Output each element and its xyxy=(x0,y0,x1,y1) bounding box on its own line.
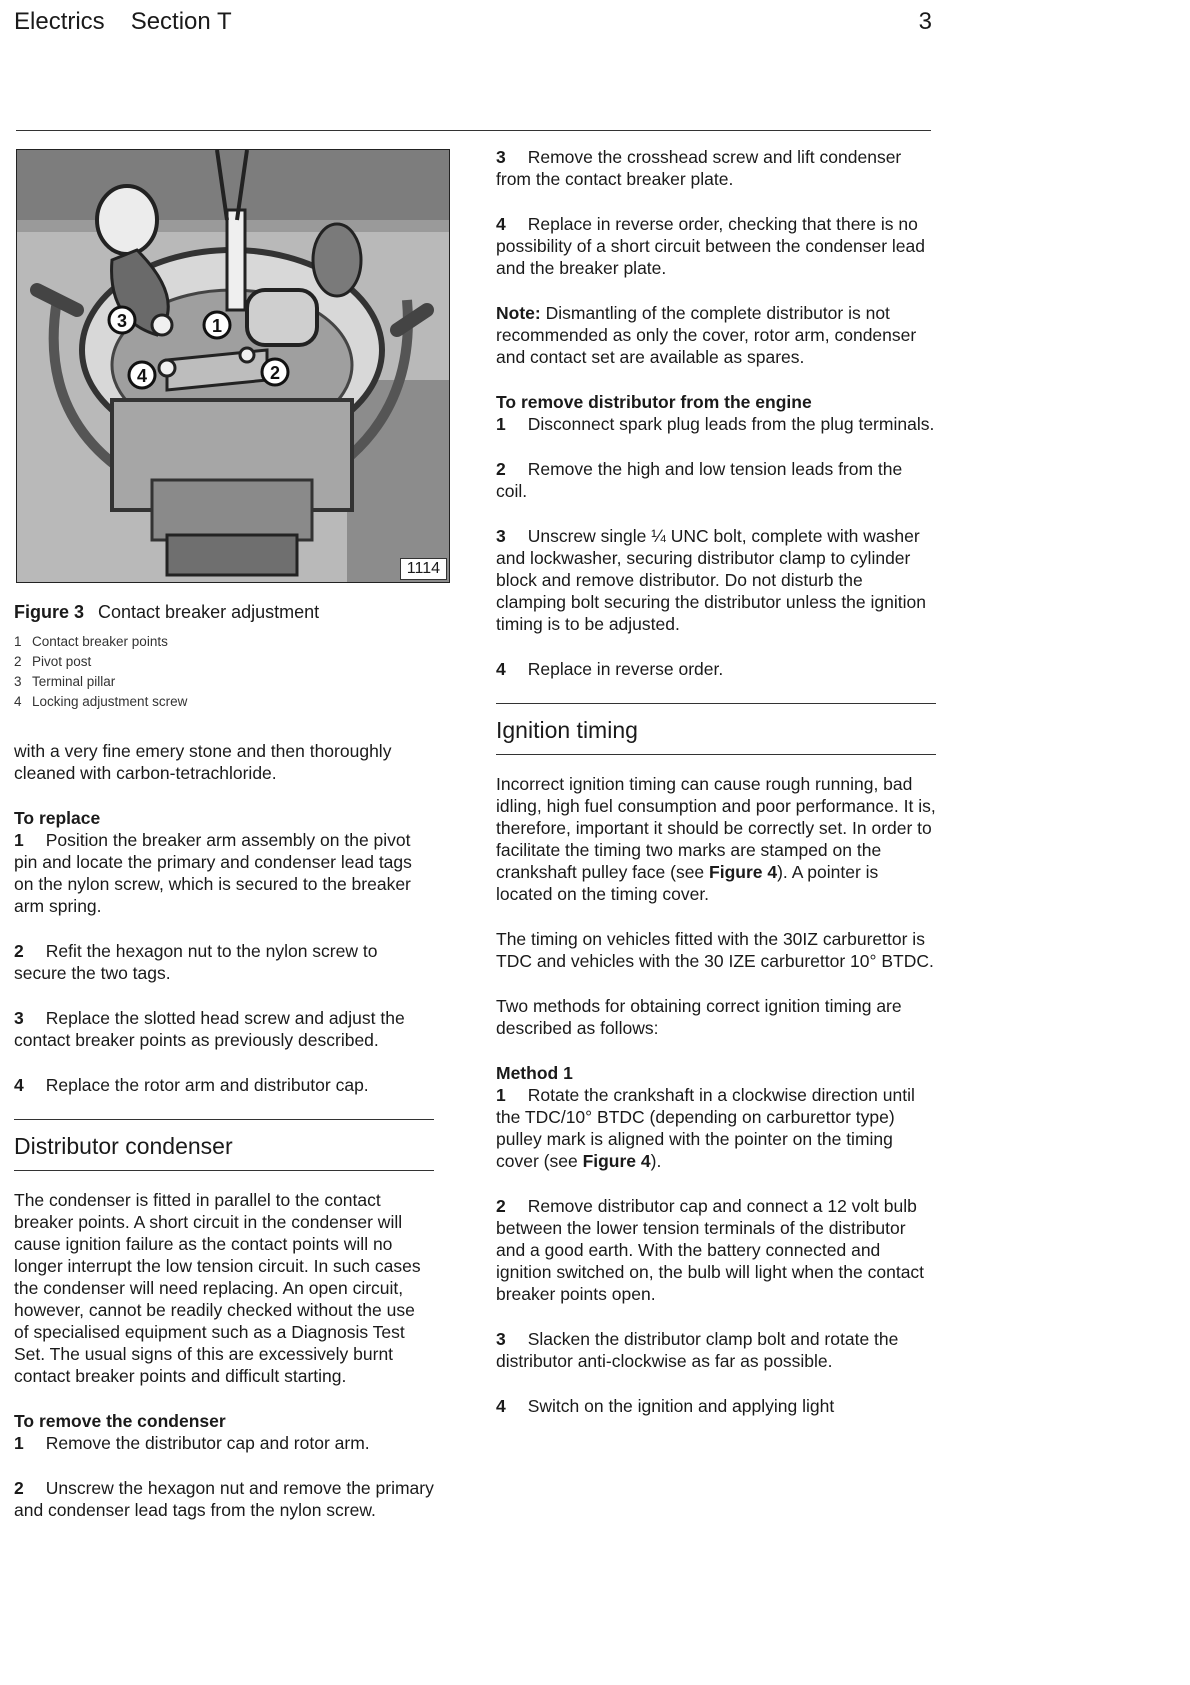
figure-id-label: 1114 xyxy=(400,558,447,580)
step-paragraph: 4 Replace the rotor arm and distributor cap. xyxy=(14,1075,369,1095)
header-rule xyxy=(16,130,931,131)
step-paragraph: 1 Disconnect spark plug leads from the plug terminals. xyxy=(496,414,935,434)
step-paragraph: 3 Slacken the distributor clamp bolt and rotate the distributor anti-clockwise as far as possible. xyxy=(496,1329,899,1371)
legend-item: 1 Contact breaker points xyxy=(14,634,168,649)
step-paragraph: 2 Unscrew the hexagon nut and remove the primary and condenser lead tags from the nylon screw. xyxy=(14,1478,434,1520)
step-paragraph: 2 Remove the high and low tension leads from the coil. xyxy=(496,459,903,501)
step-paragraph: 1 Position the breaker arm assembly on the pivot pin and locate the primary and condenser lead tags on the nylon screw, which is secured to the breaker arm spring. xyxy=(14,830,412,916)
step-paragraph: 4 Switch on the ignition and applying light xyxy=(496,1396,835,1416)
remove-distributor-heading: To remove distributor from the engine xyxy=(496,392,812,412)
legend-item: 3 Terminal pillar xyxy=(14,674,116,689)
step-paragraph: 1 Rotate the crankshaft in a clockwise direction until the TDC/10° BTDC (depending on carburettor type) pulley mark is aligned with the pointer on the timing cover (see Figure 4). xyxy=(496,1085,915,1171)
running-head xyxy=(14,8,232,36)
ignition-paragraph-3: Two methods for obtaining correct ignition timing are described as follows: xyxy=(496,996,902,1038)
condenser-body: The condenser is fitted in parallel to the contact breaker points. A short circuit in the condenser will cause ignition failure as the contact points will no longer interrupt the low tension circuit. In such cases the condenser will need replacing. An open circuit, however, cannot be readily checked without the use of specialised equipment such as a Diagnosis Test Set. The usual signs of this are excessively burnt contact breaker points and difficult starting. xyxy=(14,1190,421,1386)
callout-2 xyxy=(262,359,288,385)
svg-text:3: 3 xyxy=(116,311,128,331)
ignition-timing-heading: Ignition timing xyxy=(496,703,936,755)
ignition-paragraph-2: The timing on vehicles fitted with the 30IZ carburettor is TDC and vehicles with the 30 IZE carburettor 10° BTDC. xyxy=(496,929,934,971)
step-paragraph: 3 Replace the slotted head screw and adjust the contact breaker points as previously described. xyxy=(14,1008,405,1050)
svg-text:4: 4 xyxy=(136,366,148,386)
step-paragraph: 4 Replace in reverse order, checking that there is no possibility of a short circuit between the condenser lead and the breaker plate. xyxy=(496,214,925,278)
svg-text:2: 2 xyxy=(269,363,281,383)
callout-4 xyxy=(129,362,155,388)
remove-condenser-heading: To remove the condenser xyxy=(14,1411,226,1431)
ignition-paragraph-1: Incorrect ignition timing can cause rough running, bad idling, high fuel consumption and poor performance. It is, therefore, important it should be correctly set. In order to facilitate the timing two marks are stamped on the crankshaft pulley face (see Figure 4). A pointer is located on the timing cover. xyxy=(496,774,936,904)
step-paragraph: 4 Replace in reverse order. xyxy=(496,659,724,679)
figure-caption xyxy=(14,600,444,712)
page-number: 3 xyxy=(918,8,932,35)
step-paragraph: 1 Remove the distributor cap and rotor arm. xyxy=(14,1433,370,1453)
page-header xyxy=(14,8,932,38)
svg-text:1: 1 xyxy=(211,316,223,336)
caption-title xyxy=(14,600,444,624)
caption-text: Contact breaker adjustment xyxy=(98,602,320,622)
note-paragraph: Note: Dismantling of the complete distributor is not recommended as only the cover, rotor arm, condenser and contact set are available as spares. xyxy=(496,303,917,367)
right-column xyxy=(496,146,936,1440)
to-replace-block xyxy=(14,807,434,1096)
step-paragraph: 3 Unscrew single ¼ UNC bolt, complete with washer and lockwasher, securing distributor clamp to cylinder block and remove distributor. Do not disturb the clamping bolt securing the distributor unless the ignition timing is to be adjusted. xyxy=(496,526,926,634)
caption-label: Figure 3 xyxy=(14,602,85,622)
chapter-title: Electrics xyxy=(14,8,105,35)
figure-reference: Figure 4 xyxy=(709,862,778,882)
step-paragraph: 3 Remove the crosshead screw and lift condenser from the contact breaker plate. xyxy=(496,147,902,189)
to-replace-heading: To replace xyxy=(14,808,101,828)
left-column xyxy=(14,740,434,1544)
legend-item: 4 Locking adjustment screw xyxy=(14,694,188,709)
intro-paragraph: with a very fine emery stone and then thoroughly cleaned with carbon-tetrachloride. xyxy=(14,741,392,783)
note-label: Note: xyxy=(496,303,541,323)
distributor-photo-illustration xyxy=(17,150,449,582)
caption-legend xyxy=(14,632,444,712)
step-paragraph: 2 Refit the hexagon nut to the nylon screw to secure the two tags. xyxy=(14,941,378,983)
distributor-condenser-heading: Distributor condenser xyxy=(14,1119,434,1171)
legend-item: 2 Pivot post xyxy=(14,654,92,669)
section-title: Section T xyxy=(130,8,232,35)
method-1-heading: Method 1 xyxy=(496,1063,573,1083)
callout-3 xyxy=(109,307,135,333)
figure-reference: Figure 4 xyxy=(582,1151,651,1171)
step-paragraph: 2 Remove distributor cap and connect a 12 volt bulb between the lower tension terminals of the distributor and a good earth. With the battery connected and ignition switched on, the bulb will light when the contact breaker points open. xyxy=(496,1196,925,1304)
callout-1 xyxy=(204,312,230,338)
figure-3-photo xyxy=(16,149,450,583)
